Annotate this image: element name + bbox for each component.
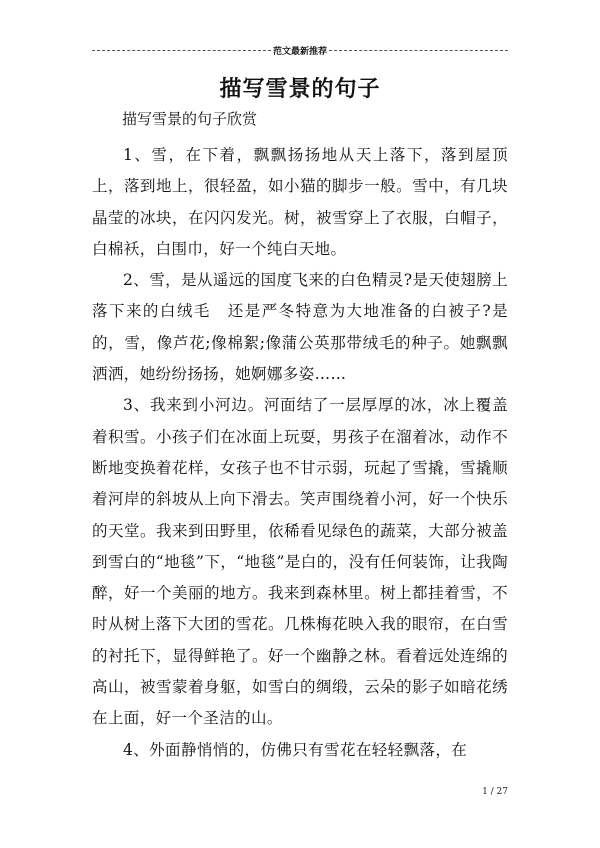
paragraph-3: 3、我来到小河边。河面结了一层厚厚的冰，冰上覆盖着积雪。小孩子们在冰面上玩耍，男孩子在溜着冰，动作不断地变换着花样，女孩子也不甘示弱，玩起了雪撬，雪撬顺着河岸的斜坡从上向下滑去。笑声围绕着小河，好一个快乐的天堂。我来到田野里，依稀看见绿色的蔬菜，大部分被盖到雪白的“地毯”下，“地毯”是白的，没有任何装饰，让我陶醉，好一个美丽的地方。我来到森林里。树上都挂着雪，不时从树上落下大团的雪花。几株梅花映入我的眼帘，在白雪的衬托下，显得鲜艳了。好一个幽静之林。看着远处连绵的高山，被雪蒙着身躯，如雪白的绸缎，云朵的影子如暗花绣在上面，好一个圣洁的山。 [92, 396, 508, 728]
page-header [92, 42, 508, 58]
document-subtitle: 描写雪景的句子欣赏 [122, 110, 258, 128]
document-body [92, 140, 508, 766]
paragraph-4: 4、外面静悄悄的，仿佛只有雪花在轻轻飘落，在 [123, 740, 468, 759]
header-divider-right [329, 50, 508, 51]
paragraph-2: 2、雪，是从遥远的国度飞来的白色精灵?是天使翅膀上落下来的白绒毛 还是严冬特意为大地准备的白被子?是的，雪，像芦花;像棉絮;像蒲公英那带绒毛的种子。她飘飘洒洒，她纷纷扬扬，她婀娜多姿…… [92, 271, 508, 384]
header-label: 范文最新推荐 [273, 46, 328, 57]
header-divider-left [92, 50, 271, 51]
paragraph-1: 1、雪，在下着，飘飘扬扬地从天上落下，落到屋顶上，落到地上，很轻盈，如小猫的脚步一般。雪中，有几块晶莹的冰块，在闪闪发光。树，被雪穿上了衣服，白帽子，白棉袄，白围巾，好一个纯白天地。 [92, 146, 508, 258]
document-title: 描写雪景的句子 [219, 76, 381, 102]
page-number: 1 / 27 [482, 787, 508, 797]
